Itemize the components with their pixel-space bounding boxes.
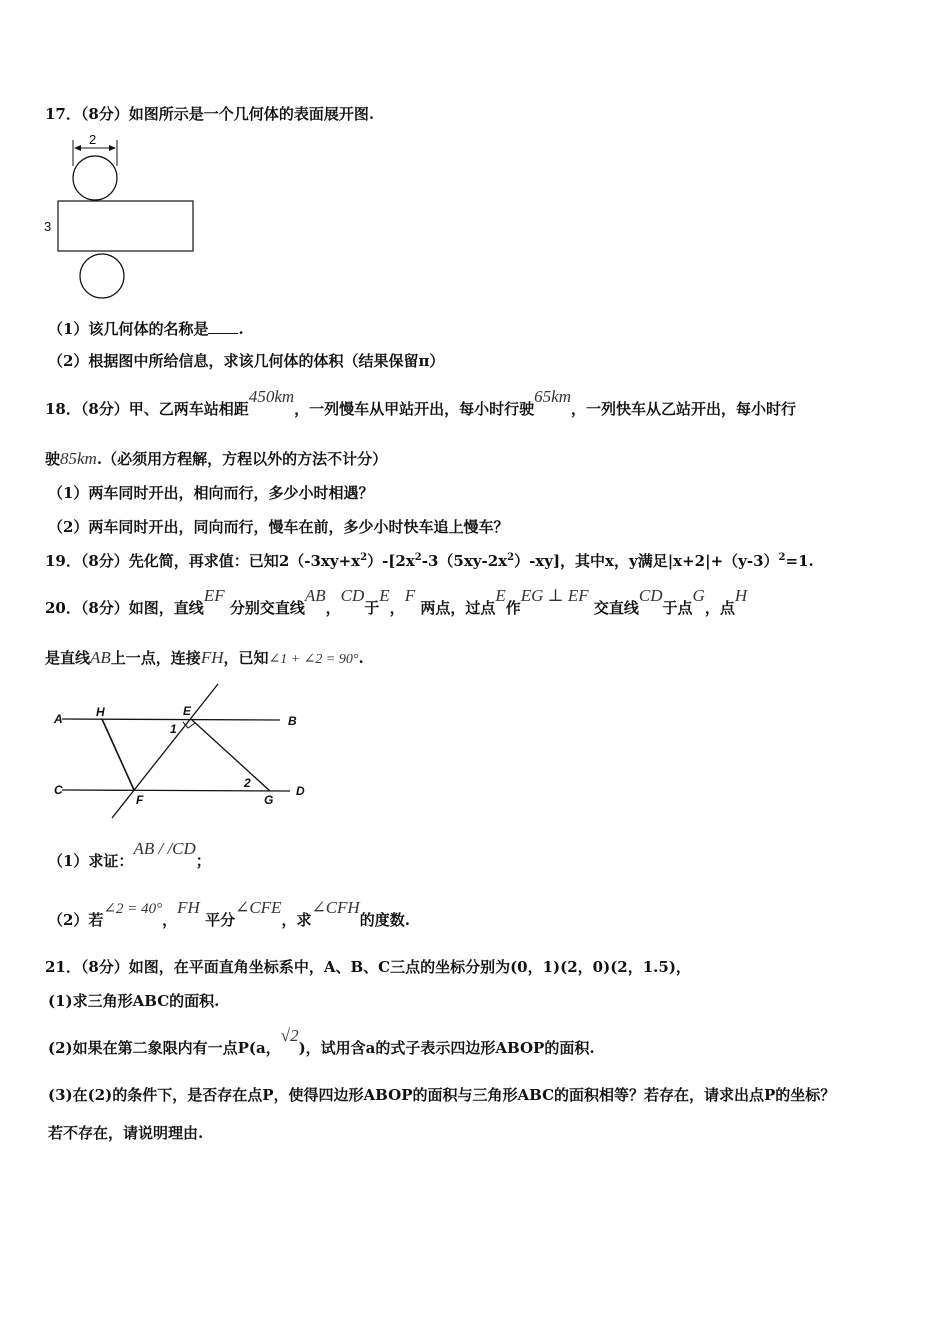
q20-cfe: ∠CFE (235, 898, 282, 917)
q20-line2 (45, 648, 364, 670)
q21-sqrt: √2 (280, 1026, 299, 1045)
q20-p2c: 平分 (205, 911, 236, 929)
q20-fh2: FH (177, 898, 200, 917)
q20-p2a: （2）若 (48, 911, 104, 929)
q20-l2c: ，已知 (223, 649, 269, 667)
q20-ab: AB (304, 586, 326, 605)
label-b: B (288, 714, 297, 728)
q21-p2a: (2)如果在第二象限内有一点P(a， (48, 1039, 281, 1057)
q20-d: 两点，过点 (420, 599, 496, 617)
q20-g: G (692, 586, 705, 605)
q20-ef: EF (203, 586, 225, 605)
label-h: H (96, 705, 105, 719)
label-f: F (136, 793, 144, 807)
q20-b: 分别交直线 (229, 599, 305, 617)
q19-exp3: 2 (507, 552, 515, 563)
q20-h: H (734, 586, 748, 605)
label-c: C (54, 783, 63, 797)
q20-part2 (48, 898, 410, 931)
q19-line (45, 551, 814, 574)
q20-part1-text: （1）求证： (48, 852, 134, 870)
q20-ab2: AB (90, 648, 111, 667)
q17-net-figure (40, 128, 210, 303)
height-label: 3 (44, 219, 52, 234)
q18-text-a: 18．（8分）甲、乙两车站相距 (45, 400, 249, 418)
q18-text-b: ，一列慢车从甲站开出，每小时行驶 (294, 400, 535, 418)
q20-cd2: CD (638, 586, 663, 605)
q20-fh: FH (200, 648, 224, 667)
label-1: 1 (170, 722, 177, 736)
q20-angles: ∠1 + ∠2 = 90° (268, 652, 359, 667)
q20-semicolon: ； (195, 852, 211, 870)
label-d: D (296, 784, 305, 798)
label-a: A (54, 712, 63, 726)
top-circle (73, 156, 117, 200)
q20-angle2: ∠2 = 40° (103, 901, 163, 917)
answer-blank (208, 319, 238, 334)
q17-part1 (48, 319, 244, 339)
q20-h-text: ，点 (704, 599, 735, 617)
q19-exp1: 2 (360, 552, 368, 563)
label-g: G (264, 793, 274, 807)
q21-p2b: )，试用含a的式子表示四边形ABOP的面积. (298, 1039, 595, 1057)
q20-g-text: 于点 (662, 599, 693, 617)
bottom-circle (80, 254, 124, 298)
q17-part2: （2）根据图中所给信息，求该几何体的体积（结果保留π） (48, 352, 445, 370)
q19-t3: -3（5xy-2x (421, 552, 508, 570)
q20-parallel: AB / /CD (133, 839, 196, 858)
q18-line2 (45, 449, 387, 469)
q19-t5: =1. (785, 552, 814, 570)
q20-p2e: 的度数. (359, 911, 410, 929)
q20-comma: ， (389, 599, 405, 617)
label-e: E (183, 704, 192, 718)
width-label: 2 (89, 132, 97, 147)
q19-exp4: 2 (778, 552, 786, 563)
q20-e: E (379, 586, 390, 605)
q20-line1: 20．（8分）如图，直线EF 分别交直线AB，CD于E，F 两点，过点E作EG ⊥ EF 交直线CD于点G，点H (45, 586, 748, 617)
q20-l2a: 是直线 (45, 649, 91, 667)
q20-cfh: ∠CFH (311, 898, 360, 917)
q20-a: 20．（8分）如图，直线 (45, 599, 204, 617)
q18-text-d: 驶 (45, 450, 61, 468)
q20-p2b: ， (162, 911, 178, 929)
q19-t2: ）-[2x (367, 552, 415, 570)
q20-e-text: 作 (505, 599, 521, 617)
q20-dot: . (358, 649, 364, 667)
q20-l2b: 上一点，连接 (110, 649, 201, 667)
q18-line1 (45, 387, 796, 419)
q20-part1 (48, 839, 211, 871)
q18-part2: （2）两车同时开出，同向而行，慢车在前，多少小时快车追上慢车？ (48, 518, 509, 536)
q20-p2d: ，求 (281, 911, 312, 929)
q18-speed-slow: 65km (534, 387, 571, 406)
q20-c: 于 (364, 599, 380, 617)
q21-header: 21．（8分）如图，在平面直角坐标系中，A、B、C三点的坐标分别为(0，1)(2，0)(2，1.5)， (45, 958, 691, 976)
q20-f: F (404, 586, 416, 605)
q21-part3: (3)在(2)的条件下，是否存在点P，使得四边形ABOP的面积与三角形ABC的面积相等？若存在，请求出点P的坐标？ (48, 1086, 836, 1104)
q21-part2 (48, 1026, 595, 1058)
q20-f-text: 交直线 (593, 599, 639, 617)
q19-t1: 19．（8分）先化简，再求值：已知2（-3xy+x (45, 552, 361, 570)
lateral-rectangle (58, 201, 193, 251)
q18-distance: 450km (248, 387, 295, 406)
q19-exp2: 2 (414, 552, 422, 563)
q18-part1: （1）两车同时开出，相向而行，多少小时相遇？ (48, 484, 374, 502)
q17-header: 17．（8分）如图所示是一个几何体的表面展开图. (45, 105, 375, 123)
q20-perp: EG ⊥ EF (520, 586, 589, 605)
q17-part1-text: （1）该几何体的名称是 (48, 320, 209, 338)
q20-e2: E (495, 586, 506, 605)
q18-speed-fast: 85km (60, 449, 97, 468)
q21-part1: (1)求三角形ABC的面积. (48, 992, 220, 1010)
q17-part1-end: . (238, 320, 244, 338)
q18-text-e: .（必须用方程解，方程以外的方法不计分） (96, 450, 388, 468)
q21-part3-cont: 若不存在，请说明理由. (48, 1124, 204, 1142)
q18-text-c: ，一列快车从乙站开出，每小时行 (570, 400, 796, 418)
q19-t4: ）-xy]，其中x，y满足|x+2|+（y-3） (514, 552, 779, 570)
label-2: 2 (244, 776, 251, 790)
q20-geometry-figure (50, 682, 320, 822)
q20-cd: CD (340, 586, 365, 605)
